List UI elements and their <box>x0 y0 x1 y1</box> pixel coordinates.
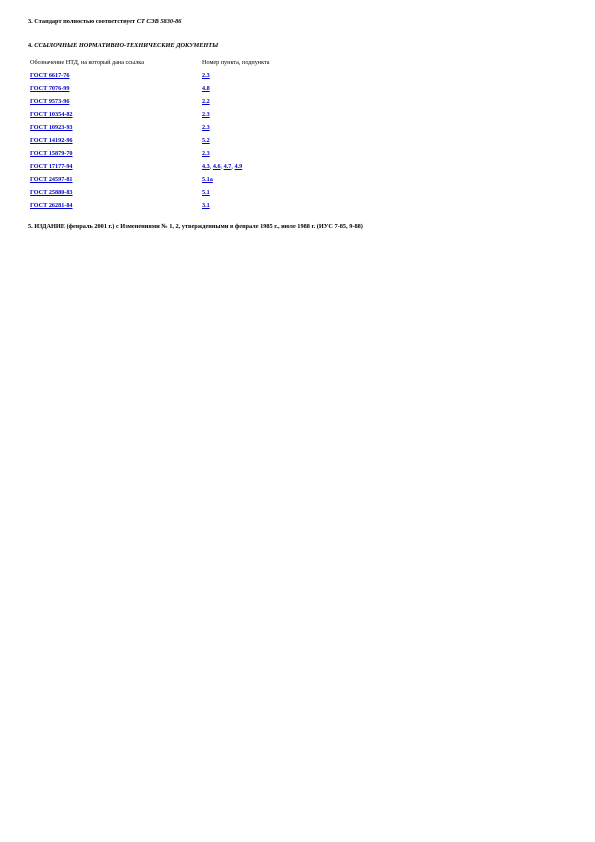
section-4-title: ССЫЛОЧНЫЕ НОРМАТИВНО-ТЕХНИЧЕСКИЕ ДОКУМЕНТЫ <box>34 42 219 49</box>
document-cell <box>28 98 200 111</box>
section-4-number: 4. <box>28 42 35 49</box>
clause-separator: , <box>231 163 235 170</box>
table-row <box>28 124 270 137</box>
table-row <box>28 98 270 111</box>
references-table <box>28 59 270 215</box>
clause-link[interactable]: 2.3 <box>202 72 210 79</box>
document-cell <box>28 111 200 124</box>
table-row <box>28 85 270 98</box>
clause-link[interactable]: 3.1 <box>202 202 210 209</box>
clause-cell <box>200 85 270 98</box>
document-link[interactable]: ГОСТ 24597-81 <box>30 176 73 183</box>
clause-link[interactable]: 5.2 <box>202 137 210 144</box>
clause-link[interactable]: 4.3 <box>202 163 210 170</box>
table-row <box>28 189 270 202</box>
clause-link[interactable]: 5.1а <box>202 176 213 183</box>
document-cell <box>28 85 200 98</box>
table-row <box>28 150 270 163</box>
document-cell <box>28 137 200 150</box>
clause-link[interactable]: 2.2 <box>202 98 210 105</box>
document-cell <box>28 72 200 85</box>
document-link[interactable]: ГОСТ 26281-84 <box>30 202 73 209</box>
references-table-header-row <box>28 59 270 72</box>
table-row <box>28 163 270 176</box>
clause-cell <box>200 111 270 124</box>
table-row <box>28 176 270 189</box>
document-link[interactable]: ГОСТ 6617-76 <box>30 72 70 79</box>
clause-link[interactable]: 2.3 <box>202 111 210 118</box>
section-3-text: 3. Стандарт полностью соответствует <box>28 18 137 25</box>
table-row <box>28 202 270 215</box>
document-link[interactable]: ГОСТ 9573-96 <box>30 98 70 105</box>
document-cell <box>28 202 200 215</box>
document-cell <box>28 150 200 163</box>
document-link[interactable]: ГОСТ 10923-93 <box>30 124 73 131</box>
document-cell <box>28 189 200 202</box>
section-3-paragraph <box>28 18 181 26</box>
clause-link[interactable]: 5.1 <box>202 189 210 196</box>
section-5-paragraph: 5. ИЗДАНИЕ (февраль 2001 г.) с Изменениями № 1, 2, утвержденными в феврале 1985 г., июле 1988 г. (ИУС 7-85, 9-88) <box>28 223 363 230</box>
document-link[interactable]: ГОСТ 7076-99 <box>30 85 70 92</box>
clause-cell <box>200 176 270 189</box>
clause-cell <box>200 202 270 215</box>
section-3-standard-ref: СТ СЭВ 5830-86 <box>136 18 182 25</box>
document-link[interactable]: ГОСТ 10354-82 <box>30 111 73 118</box>
clause-link[interactable]: 2.3 <box>202 150 210 157</box>
clause-cell <box>200 163 270 176</box>
document-cell <box>28 176 200 189</box>
document-link[interactable]: ГОСТ 25880-83 <box>30 189 73 196</box>
document-link[interactable]: ГОСТ 15879-70 <box>30 150 73 157</box>
table-row <box>28 111 270 124</box>
column-header-document: Обозначение НТД, на который дана ссылка <box>30 59 144 66</box>
clause-link[interactable]: 4.7 <box>223 163 232 170</box>
clause-cell <box>200 150 270 163</box>
clause-separator: , <box>220 163 224 170</box>
clause-cell <box>200 72 270 85</box>
document-link[interactable]: ГОСТ 14192-96 <box>30 137 73 144</box>
clause-link[interactable]: 4.9 <box>234 163 243 170</box>
clause-cell <box>200 137 270 150</box>
clause-link[interactable]: 4.6 <box>212 163 221 170</box>
table-row <box>28 137 270 150</box>
clause-cell <box>200 189 270 202</box>
section-4-heading <box>28 42 218 50</box>
document-link[interactable]: ГОСТ 17177-94 <box>30 163 73 170</box>
clause-link[interactable]: 2.3 <box>202 124 210 131</box>
column-header-clause: Номер пункта, подпункта <box>202 59 270 66</box>
table-row <box>28 72 270 85</box>
references-table-body <box>28 72 270 215</box>
clause-cell <box>200 124 270 137</box>
document-cell <box>28 163 200 176</box>
clause-cell <box>200 98 270 111</box>
clause-separator: , <box>209 163 213 170</box>
clause-link[interactable]: 4.8 <box>202 85 210 92</box>
document-cell <box>28 124 200 137</box>
